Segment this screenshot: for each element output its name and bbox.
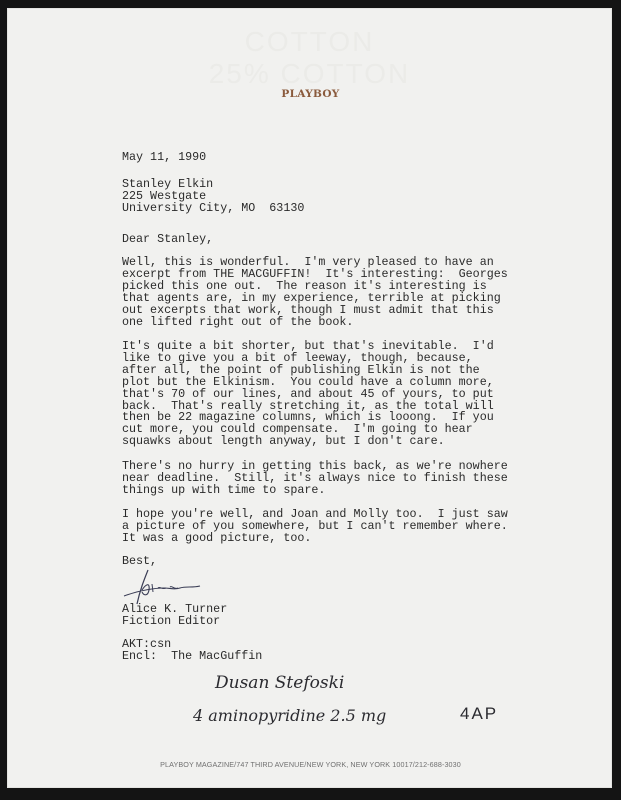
handwritten-drug-note: 4 aminopyridine 2.5 mg — [193, 706, 387, 725]
closing: Best, — [122, 554, 158, 568]
reference-initials: AKT:csn — [122, 637, 172, 651]
signature-mark — [122, 568, 212, 606]
watermark-line-2: 25% COTTON — [208, 58, 411, 89]
letterhead-brand: PLAYBOY — [281, 88, 340, 100]
salutation: Dear Stanley, — [122, 232, 214, 246]
handwritten-abbreviation: 4AP — [460, 704, 499, 723]
signer-name: Alice K. Turner — [122, 602, 228, 616]
recipient-city: University City, MO 63130 — [122, 201, 305, 215]
recipient-name: Stanley Elkin — [122, 177, 214, 191]
paper-watermark — [7, 26, 612, 90]
paragraph-2: It's quite a bit shorter, but that's inevitable. I'd like to give you a bit of leeway, though, because, after all, the point of publishing Elkin is not the plot but the Elkinism. You could have a column more, that's 70 of our lines, and about 45 of yours, to put back. That's really stretching it, as the total will then be 22 magazine columns, which is looong. If you cut more, you could compensate. I'm going to hear squawks about length anyway, but I don't care. — [122, 339, 494, 449]
paragraph-3: There's no hurry in getting this back, as we're nowhere near deadline. Still, it's always nice to finish these things up with time to spare. — [122, 459, 508, 497]
handwritten-name: Dusan Stefoski — [215, 673, 345, 693]
footer-address: PLAYBOY MAGAZINE/747 THIRD AVENUE/NEW YORK, NEW YORK 10017/212-688-3030 — [160, 760, 461, 769]
recipient-street: 225 Westgate — [122, 189, 207, 203]
letter-date: May 11, 1990 — [122, 150, 207, 164]
enclosure-line: Encl: The MacGuffin — [122, 649, 263, 663]
paragraph-4: I hope you're well, and Joan and Molly too. I just saw a picture of you somewhere, but I can't remember where. It was a good picture, too. — [122, 507, 508, 545]
signer-title: Fiction Editor — [122, 614, 221, 628]
paragraph-1: Well, this is wonderful. I'm very pleased to have an excerpt from THE MACGUFFIN! It's interesting: Georges picked this one out. The reason it's interesting is that agents are, in my experience, terrible at picking out excerpts that work, though I must admit that this one lifted right out of the book. — [122, 255, 508, 329]
watermark-line-1: COTTON — [244, 26, 375, 57]
